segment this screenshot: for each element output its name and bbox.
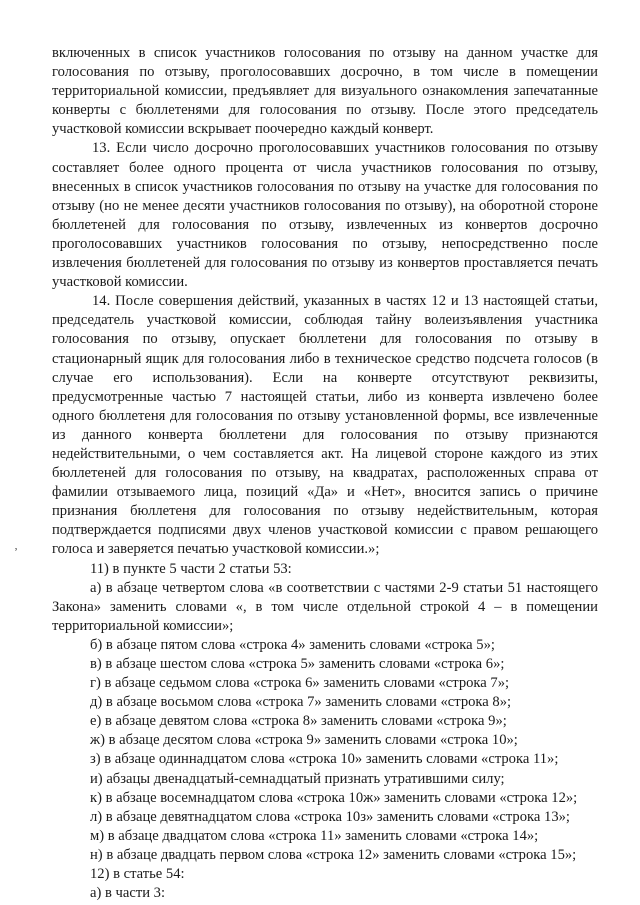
subitem-i: и) абзацы двенадцатый-семнадцатый признать утратившими силу; [90, 770, 505, 787]
subitem-d: д) в абзаце восьмом слова «строка 7» заменить словами «строка 8»; [90, 694, 512, 711]
margin-mark: ‚ [14, 538, 18, 552]
subitem-m: м) в абзаце двадцатом слова «строка 11» заменить словами «строка 14»; [90, 827, 539, 844]
paragraph-14: 14. После совершения действий, указанных в частях 12 и 13 настоящей статьи, председатель участковой комиссии, соблюдая тайну волеизъявления участника голосования по отзыву, опускает бюллетени для голосования по отзыву в стационарный ящик для голосования либо в техническое средство подсчета голосов (в случае его использования). Если на конверте отсутствуют реквизиты, предусмотренные частью 7 настоящей статьи, либо из конверта извлечено более одного бюллетеня для голосования по отзыву установленной формы, все извлеченные из данного конверта бюллетени для голосования по отзыву признаются недействительными, о чем составляется акт. На лицевой стороне каждого из этих бюллетеней для голосования по отзыву, на квадратах, расположенных справа от фамилии отзываемого лица, позиций «Да» и «Нет», вносится запись о причине признания бюллетеня для голосования по отзыву недействительным, которая подтверждается подписями двух членов участковой комиссии с правом решающего голоса и заверяется печатью участковой комиссии.»; [52, 293, 598, 558]
item-12: 12) в статье 54: [90, 866, 185, 883]
subitem-z: з) в абзаце одиннадцатом слова «строка 10» заменить словами «строка 11»; [90, 751, 559, 768]
subitem-v: в) в абзаце шестом слова «строка 5» заменить словами «строка 6»; [90, 656, 505, 672]
subitem-a-part3: а) в части 3: [90, 885, 166, 902]
subitem-zh: ж) в абзаце десятом слова «строка 9» заменить словами «строка 10»; [90, 732, 518, 749]
subitem-l: л) в абзаце девятнадцатом слова «строка 10з» заменить словами «строка 13»; [90, 808, 570, 825]
subitem-a: а) в абзаце четвертом слова «в соответствии с частями 2-9 статьи 51 настоящего Закона» заменить словами «, в том числе отдельной строкой 4 – в помещении территориальной комиссии»; [52, 579, 598, 634]
paragraph-continuation: включенных в список участников голосования по отзыву на данном участке для голосования по отзыву, проголосовавших досрочно, в том числе в помещении территориальной комиссии, предъявляет для визуального ознакомления запечатанные конверты с бюллетенями для голосования по отзыву. После этого председатель участковой комиссии вскрывает поочередно каждый конверт. [52, 45, 598, 138]
subitem-e: е) в абзаце девятом слова «строка 8» заменить словами «строка 9»; [90, 713, 507, 730]
paragraph-13: 13. Если число досрочно проголосовавших участников голосования по отзыву составляет более одного процента от числа участников голосования по отзыву, внесенных в список участников голосования по отзыву на участке для голосования по отзыву (но не менее десяти участников голосования по отзыву), на оборотной стороне бюллетеней для голосования по отзыву, извлеченных из конвертов досрочно проголосовавших участников голосования по отзыву, непосредственно после извлечения бюллетеней для голосования по отзыву из конвертов проставляется печать участковой комиссии. [52, 140, 598, 291]
subitem-b: б) в абзаце пятом слова «строка 4» заменить словами «строка 5»; [90, 636, 495, 653]
subitem-k: к) в абзаце восемнадцатом слова «строка 10ж» заменить словами «строка 12»; [90, 789, 578, 806]
subitem-g: г) в абзаце седьмом слова «строка 6» заменить словами «строка 7»; [90, 675, 510, 692]
subitem-n: н) в абзаце двадцать первом слова «строка 12» заменить словами «строка 15»; [90, 846, 577, 863]
item-11: 11) в пункте 5 части 2 статьи 53: [90, 560, 292, 577]
document-body [52, 44, 598, 903]
